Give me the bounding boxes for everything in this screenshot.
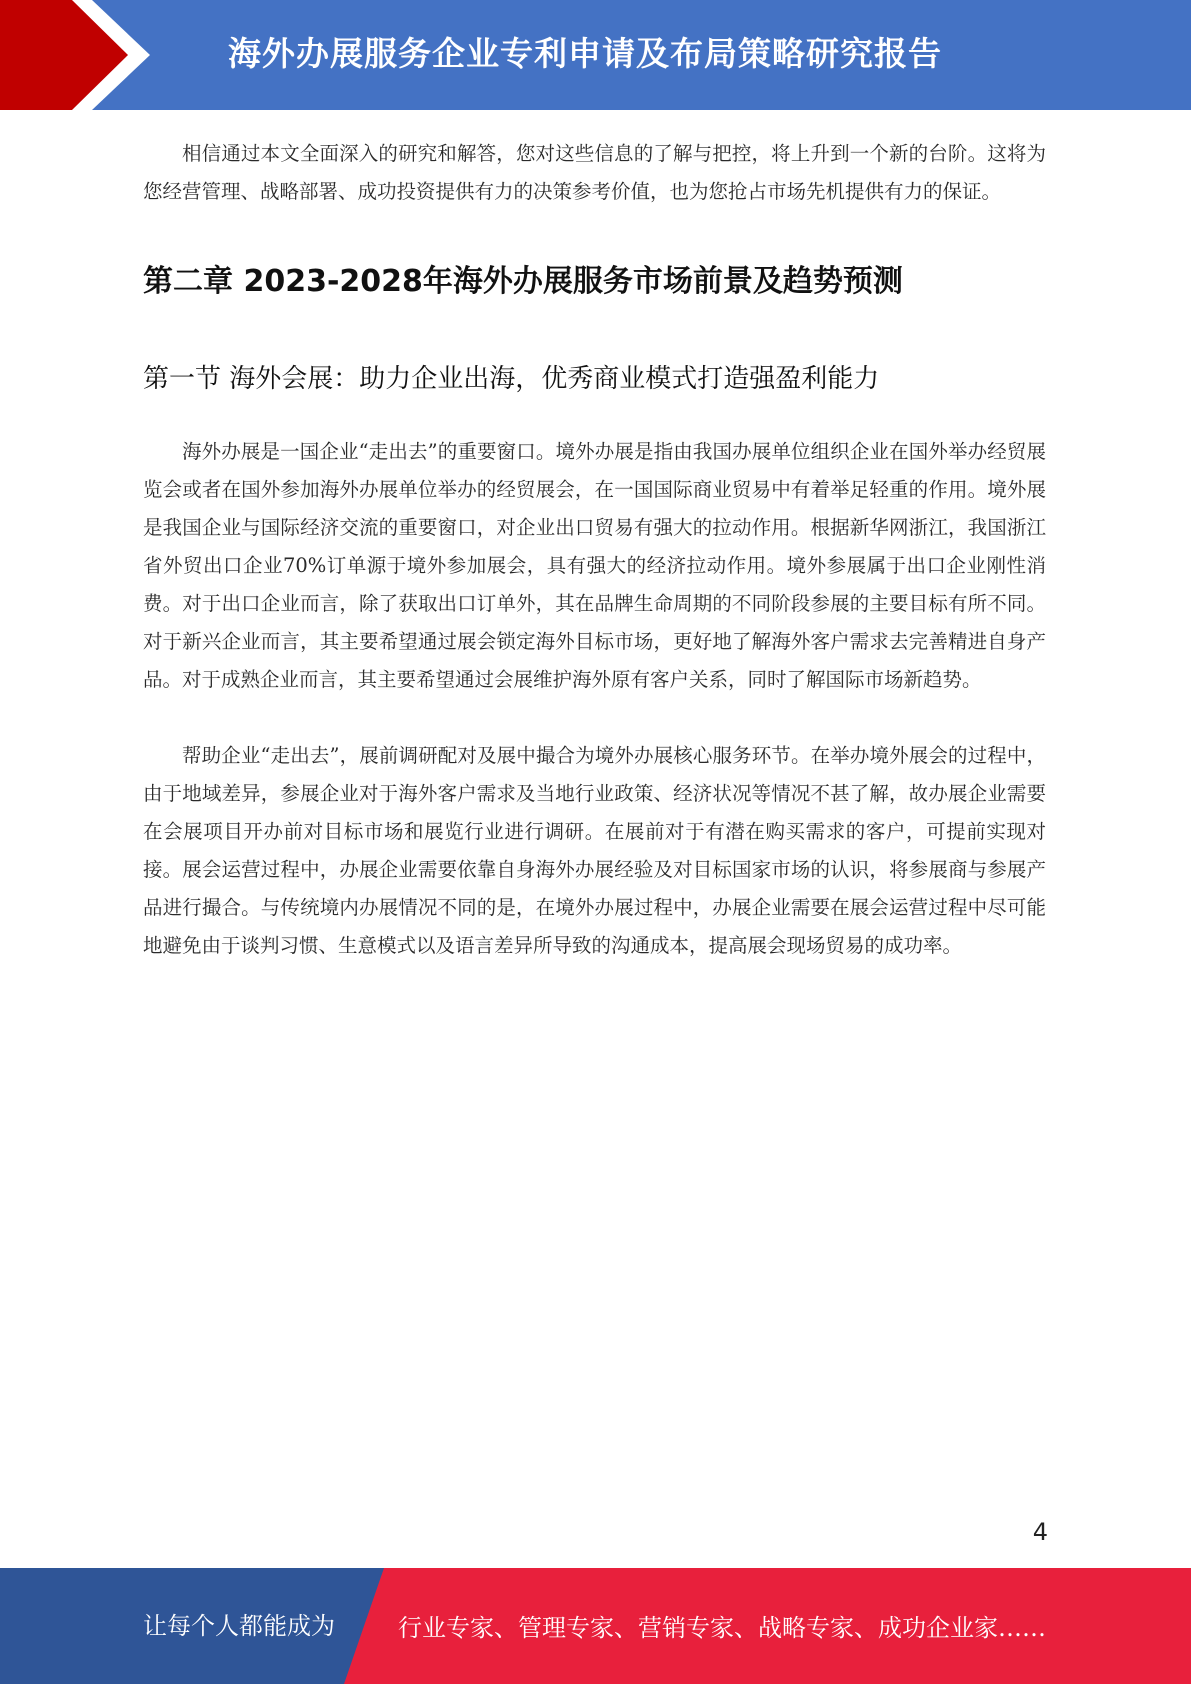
- body-paragraph-1: 海外办展是一国企业“走出去”的重要窗口。境外办展是指由我国办展单位组织企业在国外举办经贸展览会或者在国外参加海外办展单位举办的经贸展会，在一国国际商业贸易中有着举足轻重的作用。境外展是我国企业与国际经济交流的重要窗口，对企业出口贸易有强大的拉动作用。根据新华网浙江，我国浙江省外贸出口企业70%订单源于境外参加展会，具有强大的经济拉动作用。境外参展属于出口企业刚性消费。对于出口企业而言，除了获取出口订单外，其在品牌生命周期的不同阶段参展的主要目标有所不同。对于新兴企业而言，其主要希望通过展会锁定海外目标市场，更好地了解海外客户需求去完善精进自身产品。对于成熟企业而言，其主要希望通过会展维护海外原有客户关系，同时了解国际市场新趋势。: [143, 440, 1046, 691]
- page-number: 4: [1032, 1518, 1048, 1546]
- header-banner: [0, 0, 1191, 110]
- footer-banner: [0, 1568, 1191, 1684]
- footer-slogan-right: 行业专家、管理专家、营销专家、战略专家、成功企业家……: [398, 1614, 1046, 1642]
- report-title: 海外办展服务企业专利申请及布局策略研究报告: [228, 34, 942, 73]
- chapter-title: 第二章 2023-2028年海外办展服务市场前景及趋势预测: [143, 264, 903, 299]
- body-paragraph-2: 帮助企业“走出去”，展前调研配对及展中撮合为境外办展核心服务环节。在举办境外展会的过程中，由于地域差异，参展企业对于海外客户需求及当地行业政策、经济状况等情况不甚了解，故办展企业需要在会展项目开办前对目标市场和展览行业进行调研。在展前对于有潜在购买需求的客户，可提前实现对接。展会运营过程中，办展企业需要依靠自身海外办展经验及对目标国家市场的认识，将参展商与参展产品进行撮合。与传统境内办展情况不同的是，在境外办展过程中，办展企业需要在展会运营过程中尽可能地避免由于谈判习惯、生意模式以及语言差异所导致的沟通成本，提高展会现场贸易的成功率。: [143, 744, 1046, 957]
- document-body: [143, 135, 1046, 965]
- header-chevron-decoration: [0, 0, 160, 110]
- section-title: 第一节 海外会展：助力企业出海，优秀商业模式打造强盈利能力: [143, 364, 880, 394]
- intro-paragraph: 相信通过本文全面深入的研究和解答，您对这些信息的了解与把控，将上升到一个新的台阶。这将为您经营管理、战略部署、成功投资提供有力的决策参考价值，也为您抢占市场先机提供有力的保证。: [143, 142, 1046, 203]
- footer-slogan-left: 让每个人都能成为: [143, 1612, 335, 1640]
